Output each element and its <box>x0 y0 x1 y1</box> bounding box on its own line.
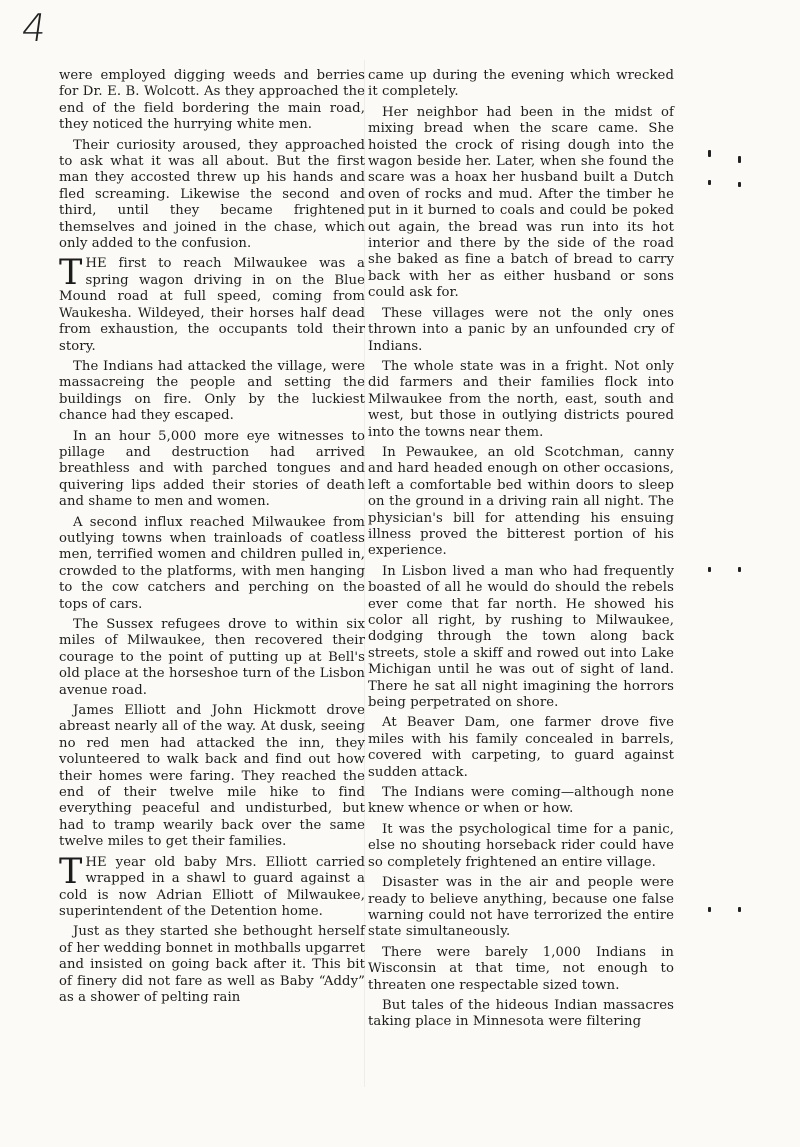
margin-mark <box>708 180 711 185</box>
paragraph-text: It was the psychological time for a panic, else no shouting horseback rider could have so completely frightened an entire village. <box>368 821 674 870</box>
paragraph-text: A second influx reached Milwaukee from outlying towns when trainloads of coatless men, terrified women and children pulled in, crowded to the platforms, with men hanging to the cow catchers and perching on the tops of cars. <box>59 514 365 612</box>
paragraph-text: In an hour 5,000 more eye witnesses to pillage and destruction had arrived breathless and with parched tongues and quivering lips added their stories of death and shame to men and women. <box>59 428 365 510</box>
margin-mark <box>738 182 741 187</box>
margin-mark <box>738 567 741 572</box>
paragraph-text: Her neighbor had been in the midst of mixing bread when the scare came. She hoisted the crock of rising dough into the wagon beside her. Later, when she found the scare was a hoax her husband built a Dutch oven of rocks and mud. After the timber he put in it burned to coals and could be poked out again, the bread was run into its hot interior and there by the side of the road she baked as fine a batch of bread to carry back with her as either husband or sons could ask for. <box>368 104 674 301</box>
paragraph-text: But tales of the hideous Indian massacres taking place in Minnesota were filtering <box>368 997 674 1030</box>
paragraph-text: HE first to reach Milwaukee was a spring wagon driving in on the Blue Mound road at full speed, coming from Waukesha. Wildeyed, their horses half dead from exhaustion, the occupants told their story. <box>59 256 365 354</box>
article-paragraph <box>59 924 365 1006</box>
article-paragraph <box>59 429 365 511</box>
article-paragraph <box>59 68 365 134</box>
article-paragraph <box>368 445 674 560</box>
margin-mark <box>738 907 741 912</box>
article-paragraph <box>59 617 365 699</box>
paragraph-text: James Elliott and John Hickmott drove abreast nearly all of the way. At dusk, seeing no red men had attacked the inn, they volunteered to walk back and find out how their homes were faring. They reached the end of their twelve mile hike to find everything peaceful and undisturbed, but had to tramp wearily back over the same twelve miles to get their families. <box>59 703 365 850</box>
article-paragraph <box>59 851 365 921</box>
page-number: 4 <box>18 6 50 50</box>
article-paragraph <box>59 703 365 851</box>
paragraph-text: The Indians had attacked the village, were massacreing the people and setting the buildings on fire. Only by the luckiest chance had they escaped. <box>59 358 365 424</box>
paragraph-text: HE year old baby Mrs. Elliott carried wrapped in a shawl to guard against a cold is now Adrian Elliott of Milwaukee, superintendent of the Detention home. <box>59 854 365 919</box>
article-paragraph <box>368 875 674 941</box>
drop-cap: T <box>59 253 83 294</box>
article-paragraph <box>59 253 365 354</box>
article-paragraph <box>368 785 674 818</box>
left-column <box>59 68 365 1010</box>
article-paragraph <box>368 359 674 441</box>
article-paragraph <box>368 564 674 712</box>
paragraph-text: came up during the evening which wrecked it completely. <box>368 68 674 100</box>
paragraph-text: The whole state was in a fright. Not only did farmers and their families flock into Milwaukee from the north, east, south and west, but those in outlying districts poured into the towns near them. <box>368 358 674 440</box>
margin-mark <box>708 567 711 572</box>
paragraph-text: Just as they started she bethought herself of her wedding bonnet in mothballs upgarret and insisted on going back after it. This bit of finery did not fare as well as Baby “Addy” as a shower of pelting rain <box>59 924 365 1005</box>
article-paragraph <box>368 945 674 994</box>
article-paragraph <box>59 359 365 425</box>
margin-mark <box>708 150 711 157</box>
paragraph-text: Disaster was in the air and people were ready to believe anything, because one false warning could not have terrorized the entire state simultaneously. <box>368 875 674 940</box>
paragraph-text: The Sussex refugees drove to within six miles of Milwaukee, then recovered their courage to the point of putting up at Bell's old place at the horseshoe turn of the Lisbon avenue road. <box>59 617 365 698</box>
paragraph-text: were employed digging weeds and berries for Dr. E. B. Wolcott. As they approached the end of the field bordering the main road, they noticed the hurrying white men. <box>59 68 365 133</box>
article-paragraph <box>368 306 674 355</box>
paragraph-text: Their curiosity aroused, they approached to ask what it was all about. But the first man they accosted threw up his hands and fled screaming. Likewise the second and third, until they became frightened themselves and joined in the chase, which only added to the confusion. <box>59 137 365 252</box>
article-paragraph <box>368 68 674 101</box>
margin-mark <box>738 156 741 163</box>
article-paragraph <box>368 715 674 781</box>
paragraph-text: At Beaver Dam, one farmer drove five miles with his family concealed in barrels, covered with carpeting, to guard against sudden attack. <box>368 715 674 780</box>
article-paragraph <box>368 822 674 871</box>
paragraph-text: These villages were not the only ones thrown into a panic by an unfounded cry of Indians. <box>368 305 674 354</box>
right-column <box>368 68 674 1035</box>
article-paragraph <box>59 138 365 253</box>
margin-mark <box>708 907 711 912</box>
article-paragraph <box>59 515 365 613</box>
paragraph-text: There were barely 1,000 Indians in Wisconsin at that time, not enough to threaten one respectable sized town. <box>368 944 674 993</box>
article-paragraph <box>368 105 674 302</box>
paragraph-text: In Lisbon lived a man who had frequently boasted of all he would do should the rebels ever come that far north. He showed his color all right, by rushing to Milwaukee, dodging through the town along back streets, stole a skiff and rowed out into Lake Michigan until he was out of sight of land. There he sat all night imagining the horrors being perpetrated on shore. <box>368 563 674 711</box>
paragraph-text: The Indians were coming—although none knew whence or when or how. <box>368 785 674 817</box>
drop-cap: T <box>59 851 83 892</box>
article-paragraph <box>368 998 674 1031</box>
paragraph-text: In Pewaukee, an old Scotchman, canny and hard headed enough on other occasions, left a comfortable bed within doors to sleep on the ground in a driving rain all night. The physician's bill for attending his ensuing illness proved the bitterest portion of his experience. <box>368 444 674 559</box>
